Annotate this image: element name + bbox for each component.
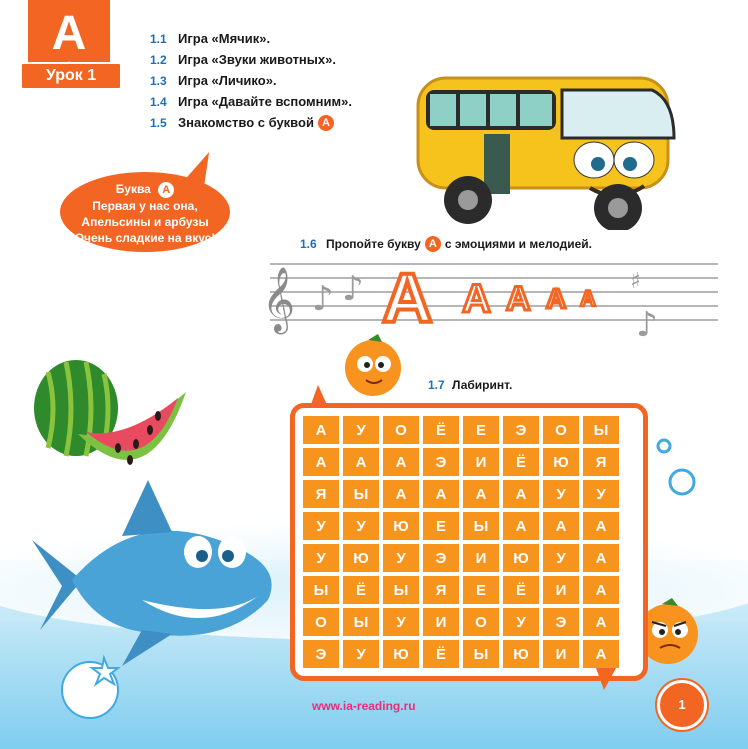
maze-cell[interactable]: И — [543, 576, 579, 604]
maze-cell[interactable]: Я — [583, 448, 619, 476]
maze-cell[interactable]: Ы — [583, 416, 619, 444]
maze-cell[interactable]: И — [423, 608, 459, 636]
big-letter-2: А — [462, 277, 491, 321]
list-item[interactable]: 1.2 Игра «Звуки животных». — [150, 52, 336, 67]
maze-cell[interactable]: Ю — [503, 544, 539, 572]
poem-text: Буква А Первая у нас она, Апельсины и арбузы Очень сладкие на вкус! — [74, 182, 216, 245]
maze-cell[interactable]: Ы — [463, 640, 499, 668]
orange-character-top — [338, 332, 408, 398]
maze-cell[interactable]: А — [543, 512, 579, 540]
maze-cell[interactable]: Ю — [503, 640, 539, 668]
white-ball-decoration — [60, 650, 130, 720]
letter-badge: А — [425, 236, 441, 252]
maze-cell[interactable]: Ю — [383, 640, 419, 668]
maze-cell[interactable]: А — [503, 512, 539, 540]
maze-cell[interactable]: Е — [463, 416, 499, 444]
maze-cell[interactable]: Ы — [383, 576, 419, 604]
maze-cell[interactable]: Ё — [423, 640, 459, 668]
maze-cell[interactable]: У — [303, 544, 339, 572]
maze-cell[interactable]: А — [383, 448, 419, 476]
big-letter-3: А — [506, 280, 531, 318]
maze-cell[interactable]: Ё — [343, 576, 379, 604]
maze-cell[interactable]: А — [583, 608, 619, 636]
maze-cell[interactable]: Е — [463, 576, 499, 604]
list-item[interactable]: 1.5 Знакомство с буквой А — [150, 112, 352, 133]
maze-cell[interactable]: У — [583, 480, 619, 508]
maze-cell[interactable]: Ё — [503, 448, 539, 476]
maze-cell[interactable]: О — [463, 608, 499, 636]
svg-text:𝄞: 𝄞 — [262, 267, 296, 332]
maze-cell[interactable]: Я — [303, 480, 339, 508]
maze-cell[interactable]: Я — [423, 576, 459, 604]
lesson-label: Урок 1 — [20, 62, 122, 90]
maze-cell[interactable]: И — [463, 544, 499, 572]
maze-cell[interactable]: Э — [303, 640, 339, 668]
list-item[interactable]: 1.3 Игра «Личико». — [150, 73, 277, 88]
maze-title: 1.7 Лабиринт. — [428, 378, 513, 392]
watermelon-illustration — [18, 352, 188, 482]
maze-cell[interactable]: А — [583, 512, 619, 540]
svg-text:♪: ♪ — [312, 279, 334, 319]
svg-text:♯: ♯ — [630, 269, 641, 294]
maze-grid — [303, 416, 619, 668]
maze-cell[interactable]: Ю — [543, 448, 579, 476]
maze-cell[interactable]: У — [543, 480, 579, 508]
maze-cell[interactable]: А — [583, 640, 619, 668]
school-bus-illustration — [412, 60, 692, 230]
svg-text:♪: ♪ — [342, 269, 364, 309]
letter-badge: А — [158, 182, 174, 198]
maze-cell[interactable]: У — [383, 544, 419, 572]
maze-cell[interactable]: А — [583, 544, 619, 572]
lesson-letter: А — [51, 7, 87, 60]
maze-cell[interactable]: А — [463, 480, 499, 508]
list-item[interactable]: 1.1 Игра «Мячик». — [150, 31, 271, 46]
maze-cell[interactable]: Ю — [343, 544, 379, 572]
maze-cell[interactable]: У — [303, 512, 339, 540]
maze-cell[interactable]: А — [583, 576, 619, 604]
big-letter-5: А — [580, 286, 596, 311]
maze-cell[interactable]: У — [343, 512, 379, 540]
maze-cell[interactable]: Э — [423, 448, 459, 476]
song-instruction: 1.6 Пропойте букву А с эмоциями и мелодией. — [300, 237, 592, 251]
list-item[interactable]: 1.4 Игра «Давайте вспомним». — [150, 94, 352, 109]
maze-cell[interactable]: О — [303, 608, 339, 636]
maze-cell[interactable]: Э — [503, 416, 539, 444]
maze-cell[interactable]: И — [463, 448, 499, 476]
maze-cell[interactable]: Е — [423, 512, 459, 540]
page-number: 1 — [657, 680, 707, 730]
maze-cell[interactable]: Ы — [303, 576, 339, 604]
maze-cell[interactable]: А — [303, 416, 339, 444]
bubbles-decoration — [652, 436, 702, 506]
letter-badge: А — [318, 115, 334, 131]
big-letter-1: А — [382, 259, 433, 337]
maze-cell[interactable]: У — [543, 544, 579, 572]
maze-cell[interactable]: У — [503, 608, 539, 636]
maze-cell[interactable]: А — [503, 480, 539, 508]
maze-cell[interactable]: Ю — [383, 512, 419, 540]
frame-tail — [596, 668, 616, 690]
activity-list — [150, 28, 352, 133]
maze-cell[interactable]: Э — [543, 608, 579, 636]
maze-cell[interactable]: Э — [423, 544, 459, 572]
maze-cell[interactable]: А — [303, 448, 339, 476]
maze-cell[interactable]: Ё — [423, 416, 459, 444]
maze-cell[interactable]: У — [383, 608, 419, 636]
big-letter-4: А — [546, 283, 567, 314]
maze-cell[interactable]: А — [383, 480, 419, 508]
maze-cell[interactable]: У — [343, 640, 379, 668]
maze-cell[interactable]: Ё — [503, 576, 539, 604]
website-link[interactable]: www.ia-reading.ru — [312, 699, 416, 713]
maze-cell[interactable]: Ы — [463, 512, 499, 540]
maze-cell[interactable]: Ы — [343, 480, 379, 508]
maze-cell[interactable]: Ы — [343, 608, 379, 636]
svg-text:♪: ♪ — [636, 305, 658, 338]
maze-cell[interactable]: И — [543, 640, 579, 668]
music-staff — [262, 248, 722, 338]
maze-cell[interactable]: У — [343, 416, 379, 444]
maze-cell[interactable]: О — [383, 416, 419, 444]
maze-cell[interactable]: О — [543, 416, 579, 444]
maze-cell[interactable]: А — [423, 480, 459, 508]
maze-cell[interactable]: А — [343, 448, 379, 476]
